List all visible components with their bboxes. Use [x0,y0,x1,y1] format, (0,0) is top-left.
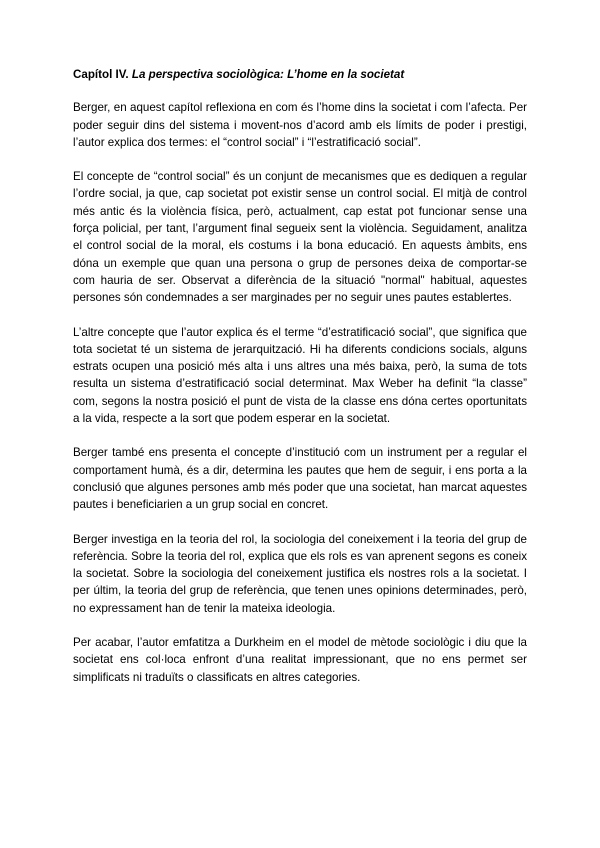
chapter-title: La perspectiva sociològica: L’home en la societat [131,68,405,81]
paragraph-estratificacio: L’altre concepte que l’autor explica és el terme “d’estratificació social”, que significa que tota societat té un sistema de jerarquització. Hi ha diferents condicions socials, alguns estrats ocupen una posició més alta i uns altres una més baixa, però, la suma de tots resulta un sistema d’estratificació social determinat. Max Weber ha definit “la classe” com, segons la nostra posició el punt de vista de la classe ens dóna certes oportunitats a la vida, respecte a la sort que podem esperar en la societat. [73,325,527,426]
paragraph-institucio: Berger també ens presenta el concepte d’institució com un instrument per a regular el comportament humà, és a dir, determina les pautes que hem de seguir, i ens porta a la conclusió que algunes persones amb més poder que una societat, han marcat aquestes pautes i beneficiarien a un grup social en concret. [73,446,527,512]
paragraph-intro: Berger, en aquest capítol reflexiona en com és l’home dins la societat i com l’afecta. Per poder seguir dins del sistema i movent-nos d’acord amb els límits de poder i prestigi, l’autor explica dos termes: el “control social” i “l’estratificació social”. [73,101,527,149]
paragraph-control-social: El concepte de “control social” és un conjunt de mecanismes que es dediquen a regular l’ordre social, ja que, cap societat pot existir sense un control social. El mitjà de control més antic és la violència física, però, actualment, cap estat pot funcionar sense una força policial, per tant, l’argument final segueix sent la violència. Seguidament, analitza el control social de la moral, els costums i la bona educació. En aquests àmbits, ens dóna un exemple que quan una persona o grup de persones deixa de comportar-se com hauria de ser. Observat a diferència de la situació "normal" habitual, aquestes persones són condemnades a ser marginades per no seguir unes pautes establertes. [73,170,527,305]
chapter-number: Capítol IV. [73,68,129,81]
chapter-heading [73,66,527,83]
paragraph-teoria-rol: Berger investiga en la teoria del rol, la sociologia del coneixement i la teoria del grup de referència. Sobre la teoria del rol, explica que els rols es van aprenent segons es coneix la societat. Sobre la sociologia del coneixement justifica els nostres rols a la societat. I per últim, la teoria del grup de referència, que tenen unes opinions determinades, però, no expressament han de tenir la mateixa ideologia. [73,532,527,615]
document-page [73,66,527,703]
paragraph-conclusio: Per acabar, l’autor emfatitza a Durkheim en el model de mètode sociològic i diu que la societat ens col·loca enfront d’una realitat impressionant, que no ens permet ser simplificats ni traduïts o classificats en altres categories. [73,636,527,684]
